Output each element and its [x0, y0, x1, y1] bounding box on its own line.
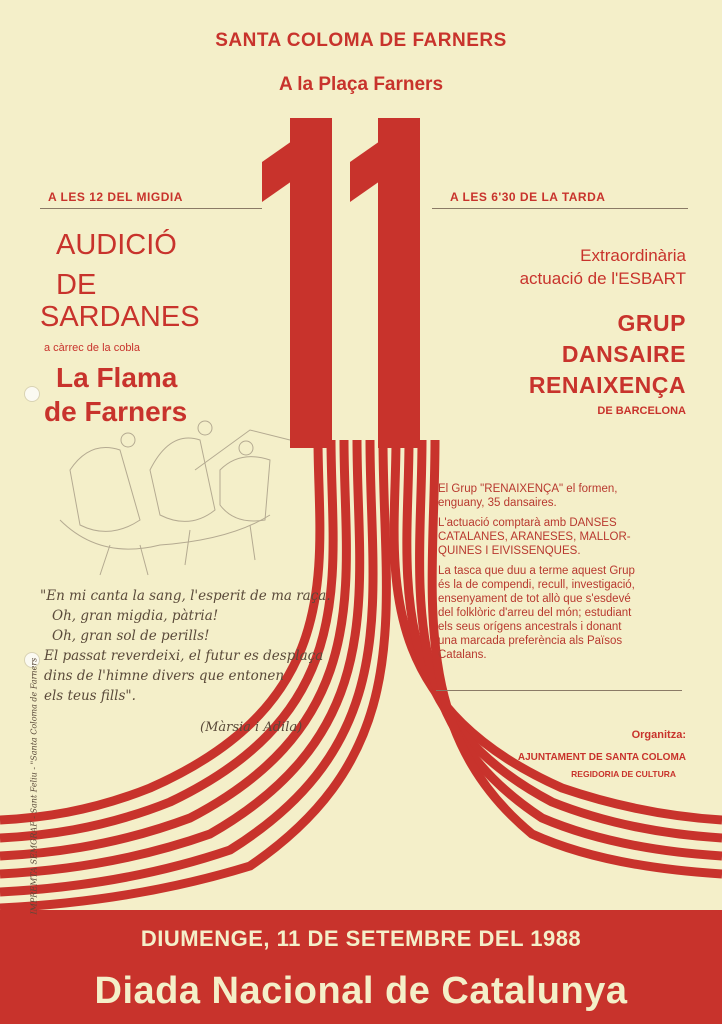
organizer-dept: REGIDORIA DE CULTURA — [571, 769, 676, 779]
right-bottom-rule — [436, 690, 682, 691]
right-intro-line2: actuació de l'ESBART — [519, 269, 686, 288]
organizer-name: AJUNTAMENT DE SANTA COLOMA — [517, 752, 686, 763]
left-title-line1: AUDICIÓ — [56, 229, 177, 261]
right-para-1 — [438, 482, 617, 510]
poem-line: El passat reverdeixi, el futur es desplaça — [44, 648, 324, 664]
poem-line: Oh, gran sol de perills! — [52, 628, 210, 644]
right-intro-line1: Extraordinària — [580, 246, 686, 265]
group-city: DE BARCELONA — [597, 405, 686, 417]
footer-title: Diada Nacional de Catalunya — [94, 970, 628, 1012]
para-line: enguany, 35 dansaires. — [438, 497, 557, 509]
poem-line: dins de l'himne divers que entonen — [44, 668, 285, 684]
para-line: La tasca que duu a terme aquest Grup — [438, 565, 635, 577]
left-title-line3: SARDANES — [40, 301, 200, 333]
para-line: QUINES I EIVISSENQUES. — [438, 545, 581, 557]
poem-line: "En mi canta la sang, l'esperit de ma raça. — [40, 588, 331, 604]
cobla-line2: de Farners — [44, 396, 188, 427]
left-title-line2: DE — [56, 269, 97, 301]
group-line1: GRUP — [617, 310, 686, 336]
left-time: A LES 12 DEL MIGDIA — [48, 190, 183, 204]
left-by: a càrrec de la cobla — [44, 342, 140, 354]
para-line: L'actuació comptarà amb DANSES — [438, 517, 617, 529]
big-number-11 — [262, 118, 432, 448]
header-town: SANTA COLOMA DE FARNERS — [215, 30, 507, 51]
header-venue: A la Plaça Farners — [278, 74, 444, 95]
punch-hole — [24, 386, 40, 402]
footer-date: DIUMENGE, 11 DE SETEMBRE DEL 1988 — [140, 926, 582, 951]
para-line: del folklòric d'arreu del món; estudiant — [438, 607, 632, 619]
para-line: CATALANES, ARANESES, MALLOR- — [438, 531, 631, 543]
para-line: una marcada preferència als Països — [438, 635, 623, 647]
poem — [40, 586, 331, 706]
printer-credit: IMPREMTA SEMGRAF - Sant Feliu - "Santa Coloma de Farners — [29, 657, 39, 915]
poem-line: els teus fills". — [44, 688, 136, 704]
poem-line: Oh, gran migdia, pàtria! — [52, 608, 219, 624]
right-time: A LES 6'30 DE LA TARDA — [450, 190, 606, 204]
cobla-line1: La Flama — [56, 362, 178, 393]
organizer-label: Organitza: — [631, 729, 686, 741]
right-para-3 — [438, 564, 635, 662]
para-line: és la de compendi, recull, investigació, — [438, 579, 635, 591]
group-line2: DANSAIRE — [561, 341, 686, 367]
right-para-2 — [438, 516, 631, 558]
poem-author: (Màrsia i Adila) — [200, 720, 303, 735]
right-rule — [432, 208, 688, 209]
para-line: ensenyament de tot allò que s'esdevé — [438, 593, 631, 605]
left-rule — [40, 208, 262, 209]
para-line: els seus orígens ancestrals i donant — [438, 621, 622, 633]
para-line: Catalans. — [438, 649, 487, 661]
para-line: El Grup "RENAIXENÇA" el formen, — [438, 483, 618, 495]
group-line3: RENAIXENÇA — [528, 372, 686, 398]
dancers-illustration — [60, 421, 290, 575]
